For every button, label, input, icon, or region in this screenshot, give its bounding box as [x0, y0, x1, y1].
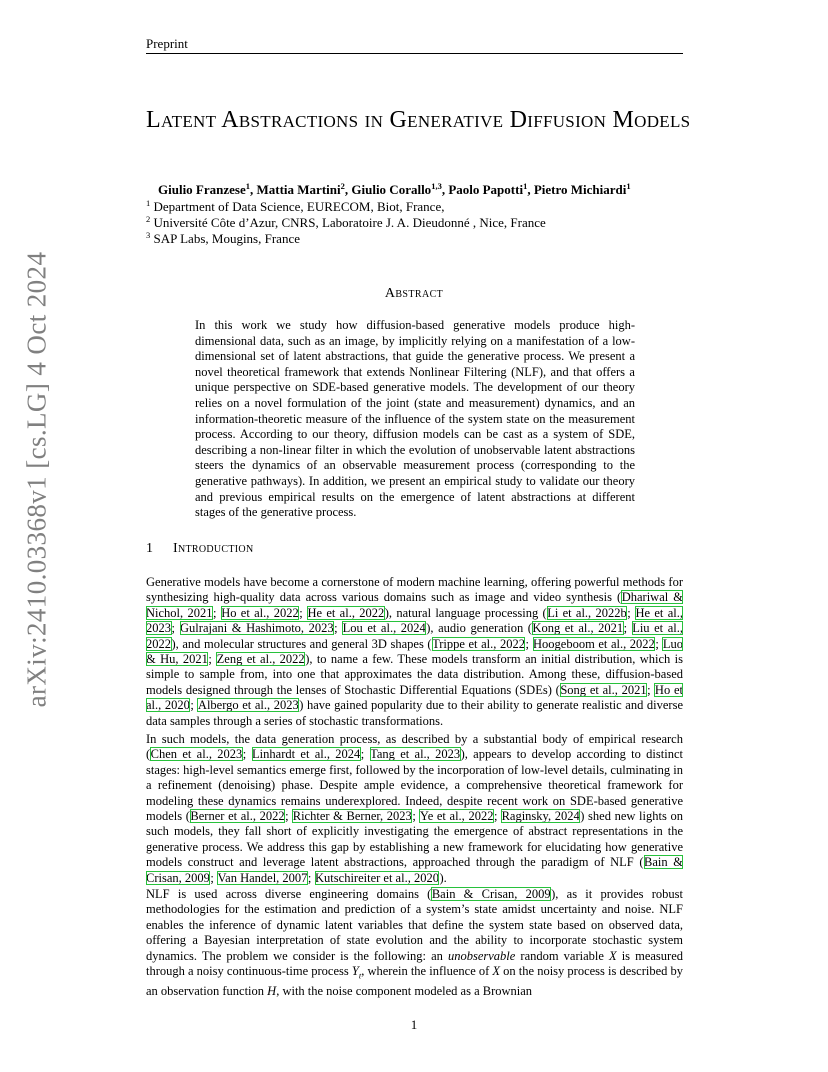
citation-link[interactable]: Richter & Berner, 2023: [292, 809, 412, 824]
affiliation-text: Université Côte d’Azur, CNRS, Laboratoire J. A. Dieudonné , Nice, France: [153, 215, 546, 230]
author-name: Pietro Michiardi: [533, 182, 627, 197]
citation-link[interactable]: Ho et al., 2020: [146, 682, 683, 713]
page-number: 1: [410, 1017, 418, 1032]
citation-link[interactable]: Song et al., 2021: [560, 682, 647, 697]
author-name: Giulio Corallo: [351, 182, 432, 197]
citation-link[interactable]: Kutschireiter et al., 2020: [315, 870, 439, 885]
author-affiliation-mark: 1: [523, 181, 528, 191]
citation-link[interactable]: Trippe et al., 2022: [432, 636, 525, 651]
author-affiliation-mark: 1,3: [431, 181, 442, 191]
citation-link[interactable]: Berner et al., 2022: [190, 809, 285, 824]
affiliation-mark: 1: [146, 198, 151, 208]
author-affiliation-mark: 1: [626, 181, 631, 191]
section-title: Introduction: [173, 541, 254, 556]
citation-link[interactable]: Zeng et al., 2022: [216, 652, 305, 667]
citation-link[interactable]: Li et al., 2022b: [547, 605, 627, 620]
affiliation-mark: 2: [146, 214, 151, 224]
citation-link[interactable]: Lou et al., 2024: [342, 621, 426, 636]
citation-link[interactable]: Bain & Crisan, 2009: [146, 855, 683, 885]
citation-link[interactable]: Raginsky, 2024: [501, 809, 580, 824]
section-heading: [146, 541, 253, 557]
author-affiliation-mark: 2: [340, 181, 345, 191]
citation-link[interactable]: Dhariwal & Nichol, 2021: [146, 590, 683, 620]
citation-link[interactable]: Bain & Crisan, 2009: [431, 887, 551, 901]
citation-link[interactable]: Tang et al., 2023: [370, 747, 461, 762]
citation-link[interactable]: Liu et al., 2022: [146, 621, 683, 651]
arxiv-identifier-stamp: [18, 251, 56, 707]
arxiv-identifier-text: arXiv:2410.03368v1 [cs.LG] 4 Oct 2024: [21, 251, 52, 707]
citation-link[interactable]: Luo & Hu, 2021: [146, 636, 683, 667]
intro-paragraph-2: In such models, the data generation process, as described by a substantial body of empirical research (Chen et al., 2023; Linhardt et al., 2024; Tang et al., 2023), appears to develop according to distinct stages: high-level semantics emerge first, followed by the incorporation of low-level details, culminating in a refinement (denoising) phase. Despite ample evidence, a comprehensive theoretical framework for modeling these dynamics remains underexplored. Indeed, despite recent work on SDE-based generative models (Berner et al., 2022; Richter & Berner, 2023; Ye et al., 2022; Raginsky, 2024) shed new lights on such models, they fall short of explicitly investigating the emergence of abstract representations in the generative process. We address this gap by establishing a new framework for elucidating how generative models construct and leverage latent abstractions, approached through the paradigm of NLF (Bain & Crisan, 2009; Van Handel, 2007; Kutschireiter et al., 2020).: [146, 732, 683, 885]
math-symbol: $Y_t$: [351, 964, 362, 981]
citation-link[interactable]: He et al., 2023: [146, 605, 683, 636]
running-header: Preprint: [146, 36, 188, 51]
affiliation-1: [146, 199, 444, 215]
paper-title: Latent Abstractions in Generative Diffusion Models: [146, 107, 691, 133]
citation-link[interactable]: Van Handel, 2007: [217, 870, 308, 885]
affiliation-text: Department of Data Science, EURECOM, Biot, France,: [153, 199, 445, 214]
section-number: 1: [146, 541, 154, 556]
citation-link[interactable]: Kong et al., 2021: [532, 621, 624, 636]
affiliation-2: [146, 215, 546, 231]
citation-link[interactable]: He et al., 2022: [307, 605, 385, 620]
header-rule: [146, 53, 683, 54]
citation-link[interactable]: Hoogeboom et al., 2022: [533, 636, 655, 651]
math-symbol: H: [267, 983, 277, 998]
affiliation-mark: 3: [146, 230, 151, 240]
citation-link[interactable]: Ho et al., 2022: [221, 605, 299, 620]
author-name: Mattia Martini: [256, 182, 341, 197]
citation-link[interactable]: Albergo et al., 2023: [197, 698, 299, 713]
emphasis-text: unobservable: [447, 948, 516, 963]
author-name: Giulio Franzese: [158, 182, 246, 197]
affiliation-3: [146, 231, 300, 247]
author-name: Paolo Papotti: [448, 182, 524, 197]
abstract-heading: Abstract: [384, 286, 444, 301]
math-symbol: X: [492, 964, 501, 979]
citation-link[interactable]: Chen et al., 2023: [150, 747, 243, 762]
citation-link[interactable]: Linhardt et al., 2024: [252, 747, 361, 762]
intro-paragraph-3: NLF is used across diverse engineering domains (Bain & Crisan, 2009), as it provides robust methodologies for the estimation and prediction of a system’s state amidst uncertainty and noise. NLF enables the inference of dynamic latent variables that define the system state based on observed data, offering a Bayesian interpretation of state evolution and the ability to incorporate stochastic system dynamics. The problem we consider is the following: an unobservable random variable X is measured through a noisy continuous-time process $Y_t$, wherein the influence of X on the noisy process is described by an observation function H, with the noise component modeled as a Brownian: [146, 887, 684, 998]
citation-link[interactable]: Ye et al., 2022: [419, 809, 494, 824]
affiliation-text: SAP Labs, Mougins, France: [153, 231, 300, 246]
author-list: Giulio Franzese$^1$, Mattia Martini$^2$, Giulio Corallo$^{1,3}$, Paolo Papotti$^1$, Pietro Michiardi$^1$: [158, 181, 631, 197]
abstract-body: In this work we study how diffusion-based generative models produce high-dimensional data, such as an image, by implicitly relying on a manifestation of a low-dimensional set of latent abstractions, that guide the generative process. We present a novel theoretical framework that extends Nonlinear Filtering (NLF), and that offers a unique perspective on SDE-based generative models. The development of our theory relies on a novel formulation of the joint (state and measurement) dynamics, and an information-theoretic measure of the influence of the system state on the measurement process. According to our theory, diffusion models can be cast as a system of SDE, describing a non-linear filter in which the evolution of unobservable latent abstractions steers the dynamics of an observable measurement process (corresponding to the generative pathways). In addition, we present an empirical study to validate our theory and previous empirical results on the emergence of latent abstractions at different stages of the generative process.: [195, 318, 635, 520]
author-affiliation-mark: 1: [245, 181, 250, 191]
math-symbol: X: [608, 948, 617, 963]
citation-link[interactable]: Gulrajani & Hashimoto, 2023: [180, 621, 334, 636]
intro-paragraph-1: Generative models have become a cornerstone of modern machine learning, offering powerful methods for synthesizing high-quality data across various domains such as image and video synthesis (Dhariwal & Nichol, 2021; Ho et al., 2022; He et al., 2022), natural language processing (Li et al., 2022b; He et al., 2023; Gulrajani & Hashimoto, 2023; Lou et al., 2024), audio generation (Kong et al., 2021; Liu et al., 2022), and molecular structures and general 3D shapes (Trippe et al., 2022; Hoogeboom et al., 2022; Luo & Hu, 2021; Zeng et al., 2022), to name a few. These models transform an initial distribution, which is simple to sample from, into one that approximates the data distribution. Among these, diffusion-based models designed through the lenses of Stochastic Differential Equations (SDEs) (Song et al., 2021; Ho et al., 2020; Albergo et al., 2023) have gained popularity due to their ability to generate realistic and diverse data samples through a series of stochastic transformations.: [146, 575, 683, 728]
